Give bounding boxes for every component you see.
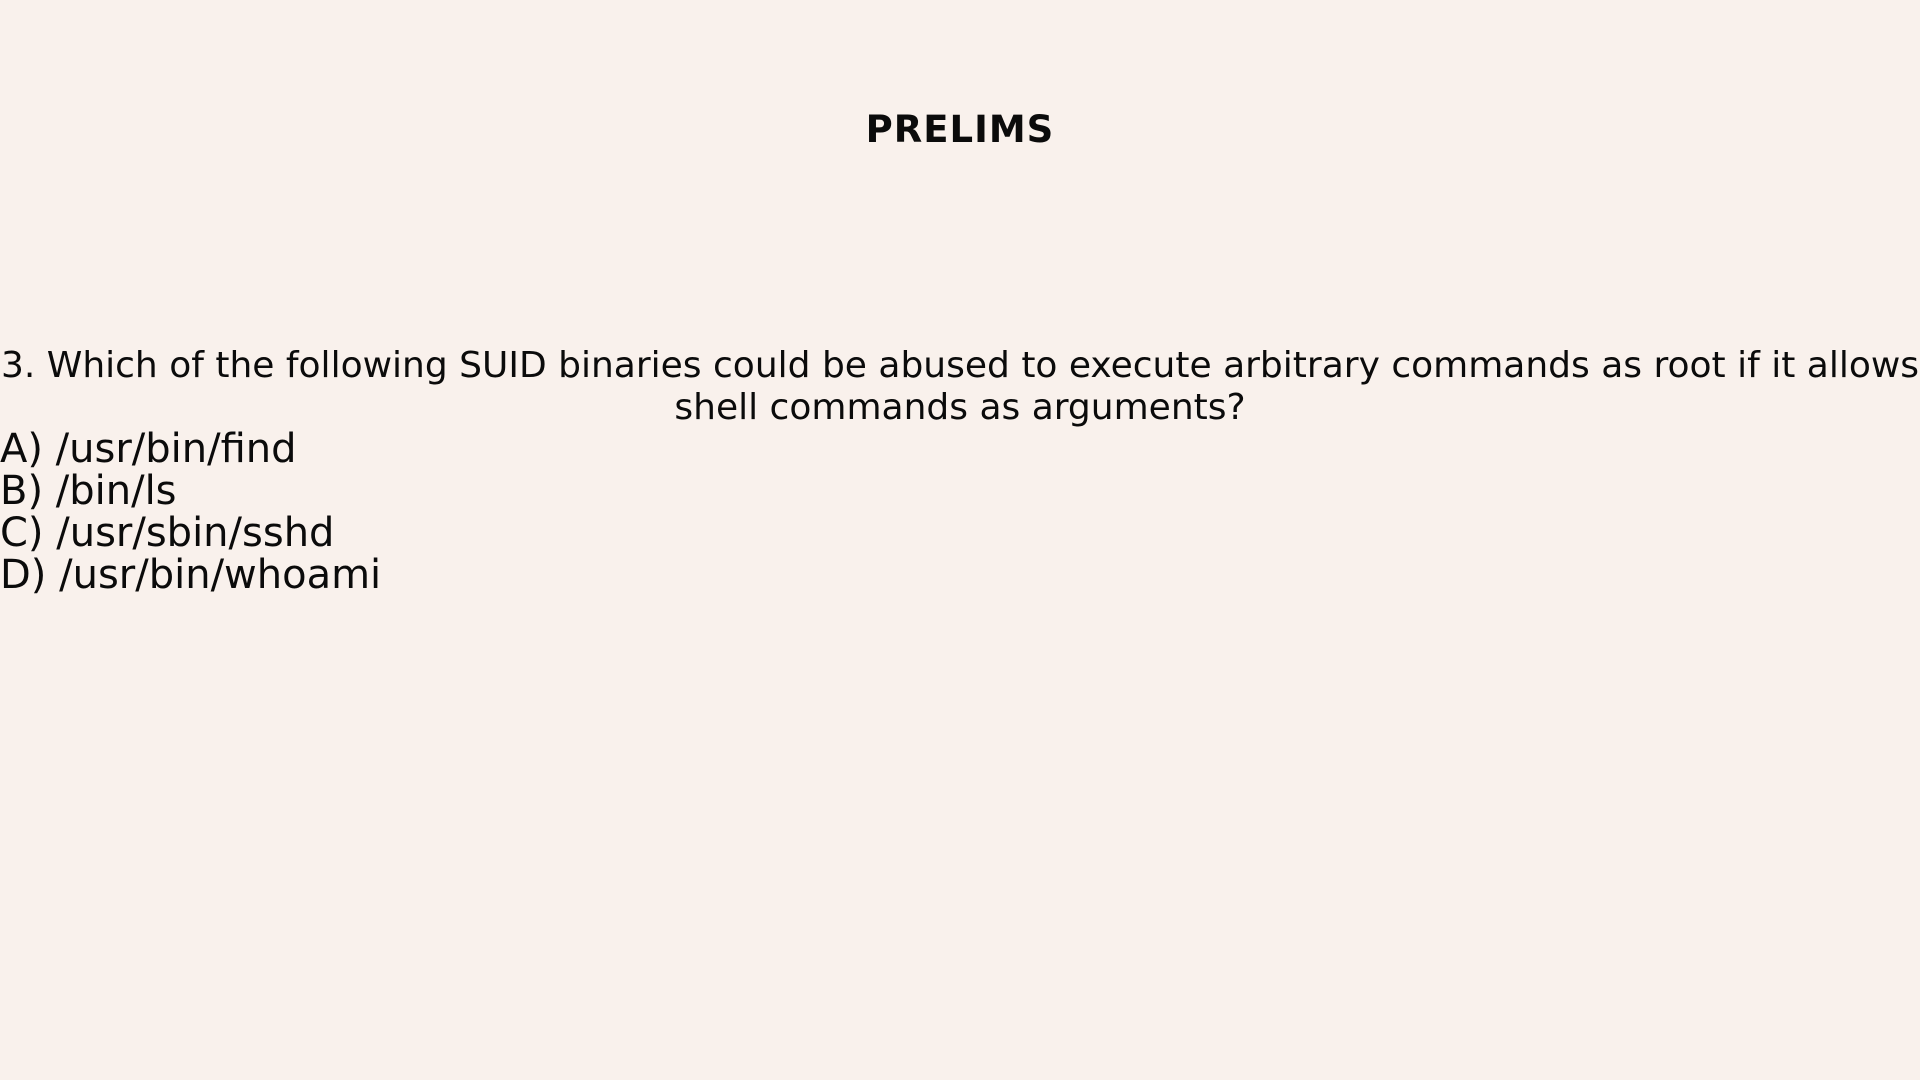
answer-options-list	[0, 428, 381, 596]
page-title: PRELIMS	[865, 108, 1055, 151]
answer-option-d[interactable]: D) /usr/bin/whoami	[0, 552, 382, 598]
answer-option-a[interactable]: A) /usr/bin/find	[0, 426, 297, 472]
question-text: 3. Which of the following SUID binaries could be abused to execute arbitrary commands as root if it allows shell commands as arguments?	[0, 345, 1920, 428]
answer-option-c[interactable]: C) /usr/sbin/sshd	[0, 510, 335, 556]
answer-option-b[interactable]: B) /bin/ls	[0, 468, 177, 514]
